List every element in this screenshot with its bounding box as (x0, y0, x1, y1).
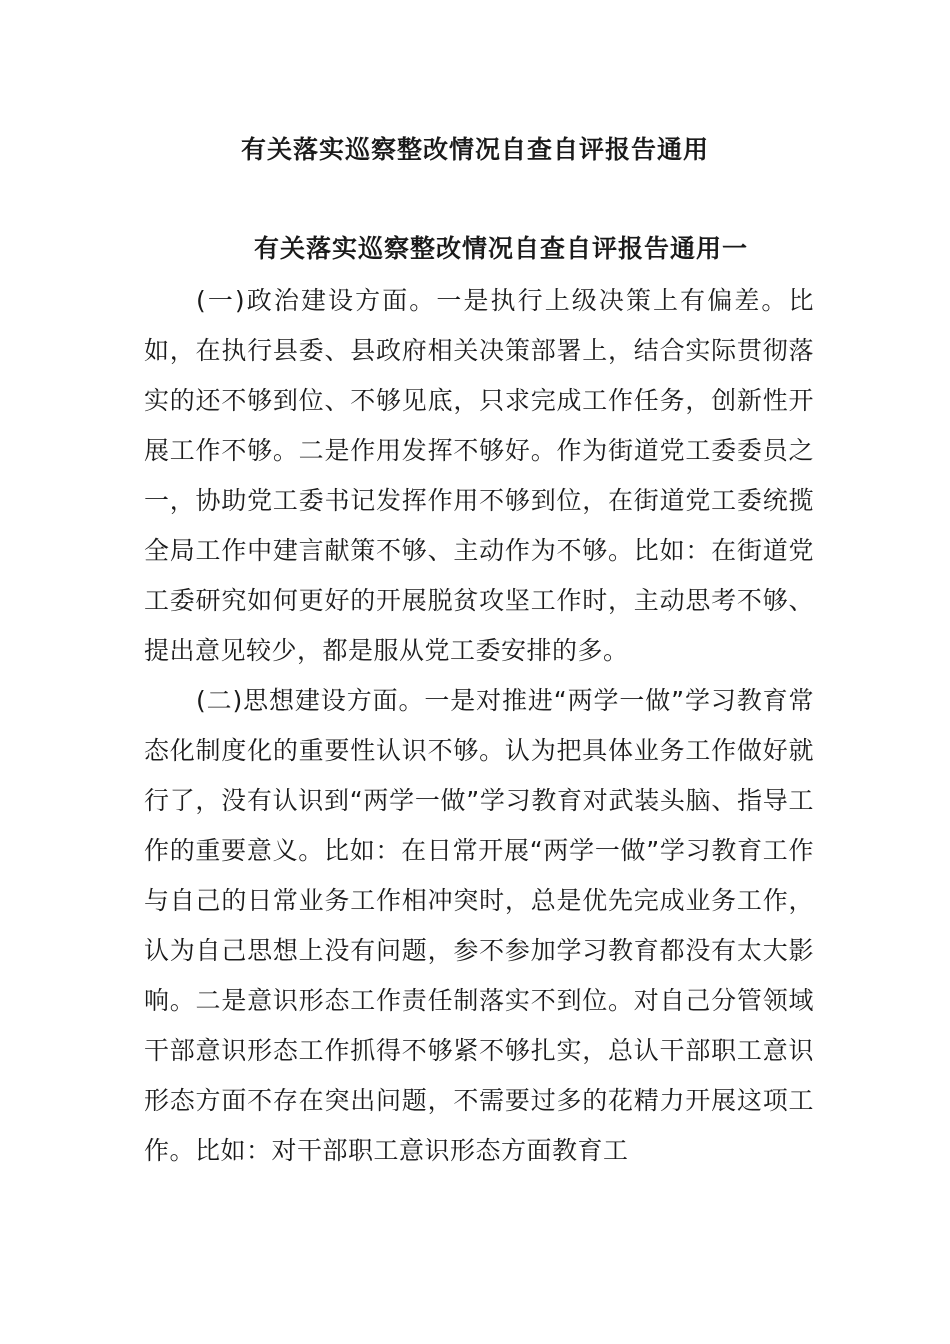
section-title: 有关落实巡察整改情况自查自评报告通用一 (253, 234, 748, 263)
paragraph-ideological: (二)思想建设方面。一是对推进“两学一做”学习教育常态化制度化的重要性认识不够。认为把具体业务工作做好就行了，没有认识到“两学一做”学习教育对武装头脑、指导工作的重要意义。比如：在日常开展“两学一做”学习教育工作与自己的日常业务工作相冲突时，总是优先完成业务工作，认为自己思想上没有问题，参不参加学习教育都没有太大影响。二是意识形态工作责任制落实不到位。对自己分管领域干部意识形态工作抓得不够紧不够扎实，总认干部职工意识形态方面不存在突出问题，不需要过多的花精力开展这项工作。比如：对干部职工意识形态方面教育工 (144, 686, 814, 1165)
document-title: 有关落实巡察整改情况自查自评报告通用 (240, 135, 709, 164)
document-body (144, 276, 814, 1176)
paragraph-political: (一)政治建设方面。一是执行上级决策上有偏差。比如，在执行县委、县政府相关决策部署上，结合实际贯彻落实的还不够到位、不够见底，只求完成工作任务，创新性开展工作不够。二是作用发挥不够好。作为街道党工委委员之一，协助党工委书记发挥作用不够到位，在街道党工委统揽全局工作中建言献策不够、主动作为不够。比如：在街道党工委研究如何更好的开展脱贫攻坚工作时，主动思考不够、提出意见较少，都是服从党工委安排的多。 (144, 286, 814, 665)
